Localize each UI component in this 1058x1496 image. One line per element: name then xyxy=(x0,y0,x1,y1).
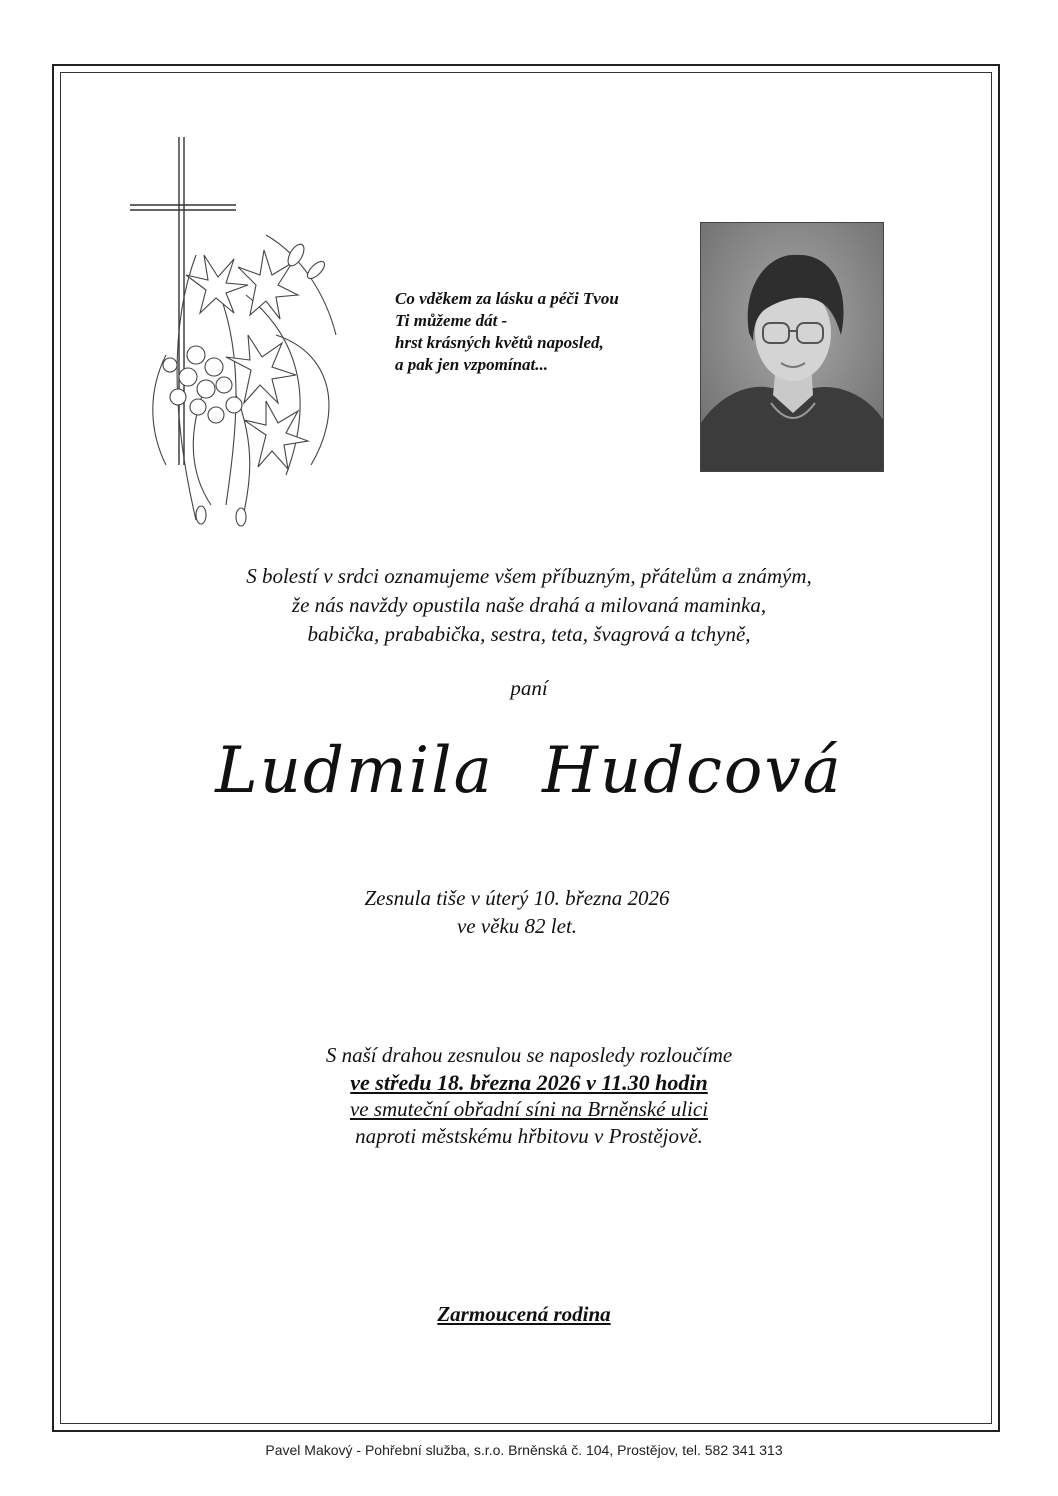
death-age: ve věku 82 let. xyxy=(456,914,578,938)
farewell-date-time: ve středu 18. března 2026 v 11.30 hodin xyxy=(350,1070,708,1095)
farewell-info xyxy=(0,1042,1058,1150)
poem-line: Co vděkem za lásku a péči Tvou xyxy=(395,289,619,308)
poem-line: hrst krásných květů naposled, xyxy=(395,333,604,352)
salutation: paní xyxy=(510,676,548,700)
farewell-place: naproti městskému hřbitovu v Prostějově. xyxy=(355,1124,703,1148)
death-date: Zesnula tiše v úterý 10. března 2026 xyxy=(364,886,670,910)
announcement-line: S bolestí v srdci oznamujeme všem příbuzným, přátelům a známým, xyxy=(246,564,812,588)
poem-line: Ti můžeme dát - xyxy=(395,311,508,330)
portrait-photo xyxy=(700,222,884,472)
farewell-location: ve smuteční obřadní síni na Brněnské ulici xyxy=(349,1097,709,1121)
poem-verse xyxy=(395,288,619,376)
signature: Zarmoucená rodina xyxy=(437,1302,611,1326)
death-info xyxy=(0,884,1034,940)
announcement-line: babička, prababička, sestra, teta, švagrová a tchyně, xyxy=(307,622,751,646)
announcement-line: že nás navždy opustila naše drahá a milovaná maminka, xyxy=(291,593,767,617)
farewell-intro: S naší drahou zesnulou se naposledy rozloučíme xyxy=(325,1043,733,1067)
announcement xyxy=(120,562,938,649)
deceased-name: Ludmila Hudcová xyxy=(215,734,843,808)
cross-with-lilies-icon xyxy=(126,135,348,530)
footer-funeral-service: Pavel Makový - Pohřební služba, s.r.o. Brněnská č. 104, Prostějov, tel. 582 341 313 xyxy=(265,1442,783,1458)
poem-line: a pak jen vzpomínat... xyxy=(395,355,549,374)
